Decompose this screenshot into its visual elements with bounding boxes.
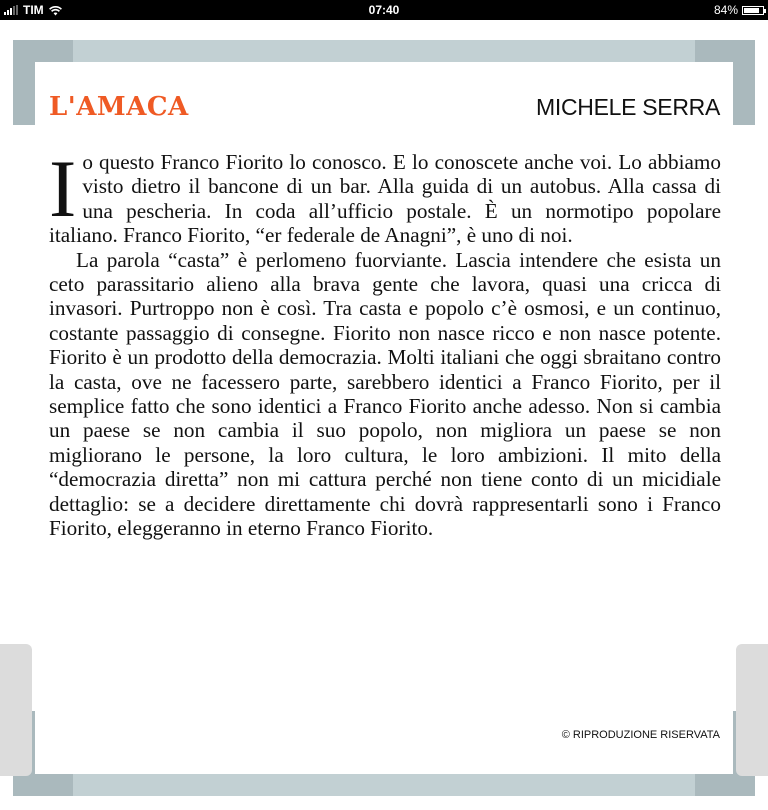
previous-page-tab[interactable] xyxy=(0,644,32,776)
next-page-tab[interactable] xyxy=(736,644,768,776)
page-frame-bottom xyxy=(13,774,755,796)
article-body xyxy=(49,143,721,541)
status-bar xyxy=(0,0,768,20)
battery-fill xyxy=(744,8,759,13)
battery-icon xyxy=(742,6,764,15)
frame-corner xyxy=(695,40,755,62)
author-name: MICHELE SERRA xyxy=(536,94,720,120)
paragraph xyxy=(49,143,721,248)
frame-corner xyxy=(13,40,73,62)
battery-percent: 84% xyxy=(713,3,738,17)
battery-tip xyxy=(764,9,766,13)
drop-cap: I xyxy=(49,143,77,234)
copyright-notice: © RIPRODUZIONE RISERVATA xyxy=(561,729,720,741)
page-frame-top xyxy=(13,40,755,62)
paragraph-text: o questo Franco Fiorito lo conosco. E lo conoscete anche voi. Lo abbiamo visto dietro il bancone di un bar. Alla guida di un autobus. Alla cassa di una pescheria. In coda all’ufficio postale. È un normotipo popolare italiano. Franco Fiorito, “er federale de Anagni”, è uno di noi. xyxy=(49,150,721,248)
column-title: L'AMACA xyxy=(49,92,189,122)
status-time: 07:40 xyxy=(368,3,400,17)
frame-corner xyxy=(13,774,73,796)
carrier-name: TIM xyxy=(23,3,44,17)
paragraph: La parola “casta” è perlomeno fuorviante. Lascia intendere che esista un ceto parassitario alieno alla brava gente che lavora, quasi una cricca di invasori. Purtroppo non è così. Tra casta e popolo c’è osmosi, e un continuo, costante passaggio di consegne. Fiorito non nasce ricco e non nasce potente. Fiorito è un prodotto della democrazia. Molti italiani che oggi sbraitano contro la casta, ove ne facessero parte, sarebbero identici a Franco Fiorito, per il semplice fatto che sono identici a Franco Fiorito anche adesso. Non si cambia un paese se non cambia il suo popolo, non migliora un paese se non migliorano le persone, la loro cultura, le loro ambizioni. Il mito della “democrazia diretta” non mi cattura perché non tiene conto di un micidiale dettaglio: se a decidere direttamente chi dovrà rappresentarli sono i Franco Fiorito, eleggeranno in eterno Franco Fiorito. xyxy=(49,247,721,541)
frame-corner xyxy=(695,774,755,796)
status-bar-right xyxy=(714,3,764,17)
